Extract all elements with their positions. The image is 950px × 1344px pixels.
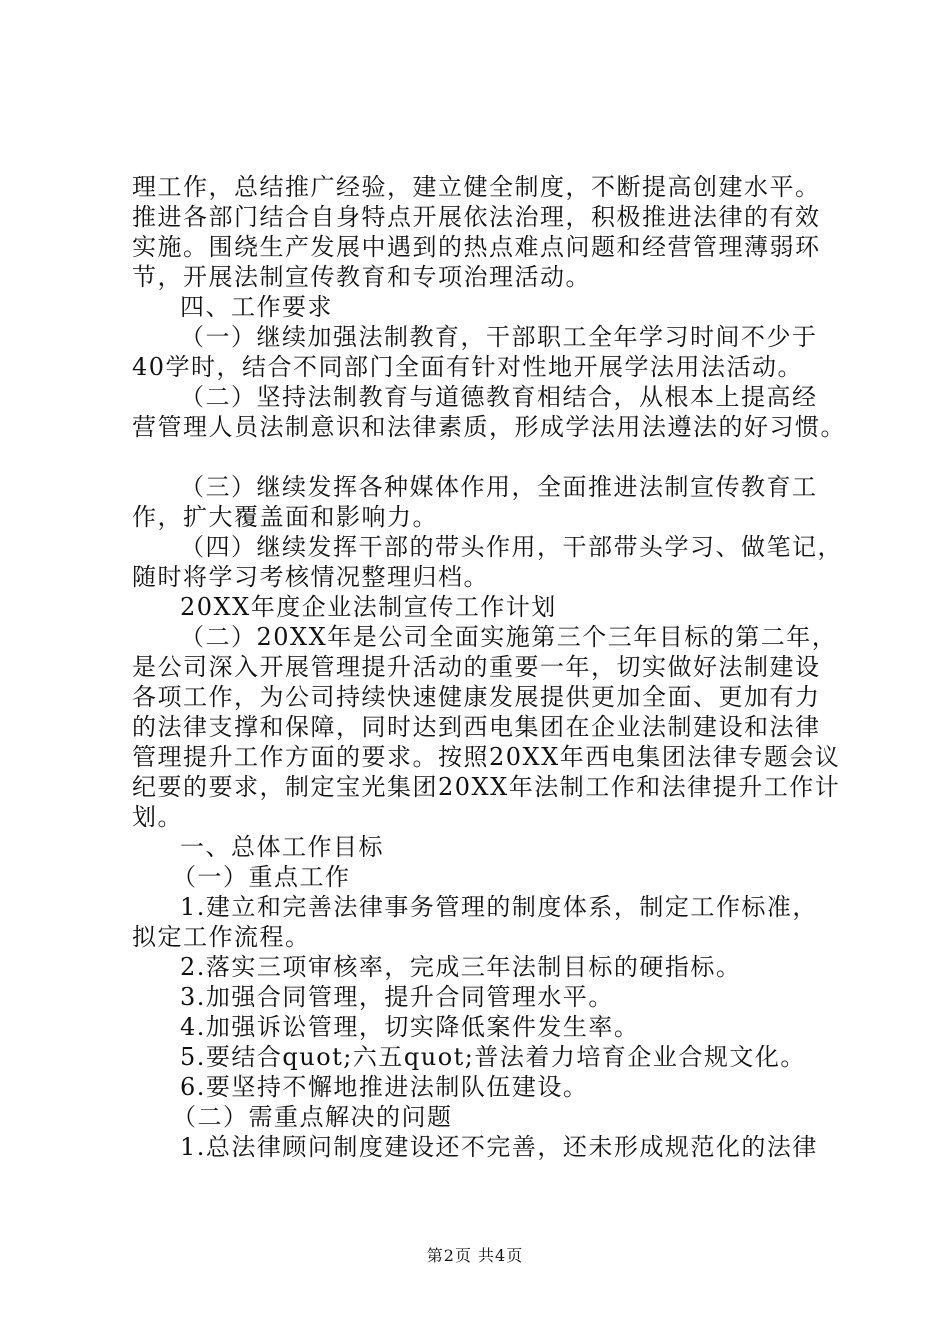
list-item: 1.总法律顾问制度建设还不完善，还未形成规范化的法律 [180,1133,818,1161]
text-line: （四）继续发挥干部的带头作用，干部带头学习、做笔记， [180,533,843,561]
list-item: 2.落实三项审核率，完成三年法制目标的硬指标。 [180,953,742,981]
text-line: 划。 [132,803,183,831]
text-line: 推进各部门结合自身特点开展依法治理，积极推进法律的有效 [132,203,821,231]
text-line: （二）坚持法制教育与道德教育相结合，从根本上提高经 [180,383,818,411]
subsection-heading: （一）重点工作 [172,863,351,891]
text-line: 纪要的要求，制定宝光集团20XX年法制工作和法律提升工作计 [132,773,841,801]
text-line: （一）继续加强法制教育，干部职工全年学习时间不少于 [180,323,818,351]
text-line: （三）继续发挥各种媒体作用，全面推进法制宣传教育工 [180,473,818,501]
section-heading: 一、总体工作目标 [180,833,384,861]
text-line: 各项工作，为公司持续快速健康发展提供更加全面、更加有力 [132,683,821,711]
document-body [132,172,846,1162]
text-line: 理工作，总结推广经验，建立健全制度，不断提高创建水平。 [132,173,821,201]
text-line: 作，扩大覆盖面和影响力。 [132,503,438,531]
text-line: 40学时，结合不同部门全面有针对性地开展学法用法活动。 [132,353,804,381]
text-line: 是公司深入开展管理提升活动的重要一年，切实做好法制建设 [132,653,821,681]
list-item: 1.建立和完善法律事务管理的制度体系，制定工作标准， [180,893,818,921]
text-line: （二）20XX年是公司全面实施第三个三年目标的第二年， [180,623,838,651]
text-line: 营管理人员法制意识和法律素质，形成学法用法遵法的好习惯。 [132,413,846,441]
section-heading: 四、工作要求 [180,293,333,321]
text-line: 管理提升工作方面的要求。按照20XX年西电集团法律专题会议 [132,743,841,771]
text-line: 实施。围绕生产发展中遇到的热点难点问题和经营管理薄弱环 [132,233,821,261]
text-line: 拟定工作流程。 [132,923,311,951]
list-item: 6.要坚持不懈地推进法制队伍建设。 [180,1073,589,1101]
subsection-heading: （二）需重点解决的问题 [172,1103,453,1131]
document-title: 20XX年度企业法制宣传工作计划 [180,593,557,621]
text-line: 随时将学习考核情况整理归档。 [132,563,489,591]
text-line: 节，开展法制宣传教育和专项治理活动。 [132,263,591,291]
list-item: 5.要结合quot;六五quot;普法着力培育企业合规文化。 [180,1043,806,1071]
paragraph-gap [132,442,832,472]
list-item: 4.加强诉讼管理，切实降低案件发生率。 [180,1013,640,1041]
text-line: 的法律支撑和保障，同时达到西电集团在企业法制建设和法律 [132,713,821,741]
page-number-footer: 第2页 共4页 [426,1246,524,1265]
list-item: 3.加强合同管理，提升合同管理水平。 [180,983,614,1011]
